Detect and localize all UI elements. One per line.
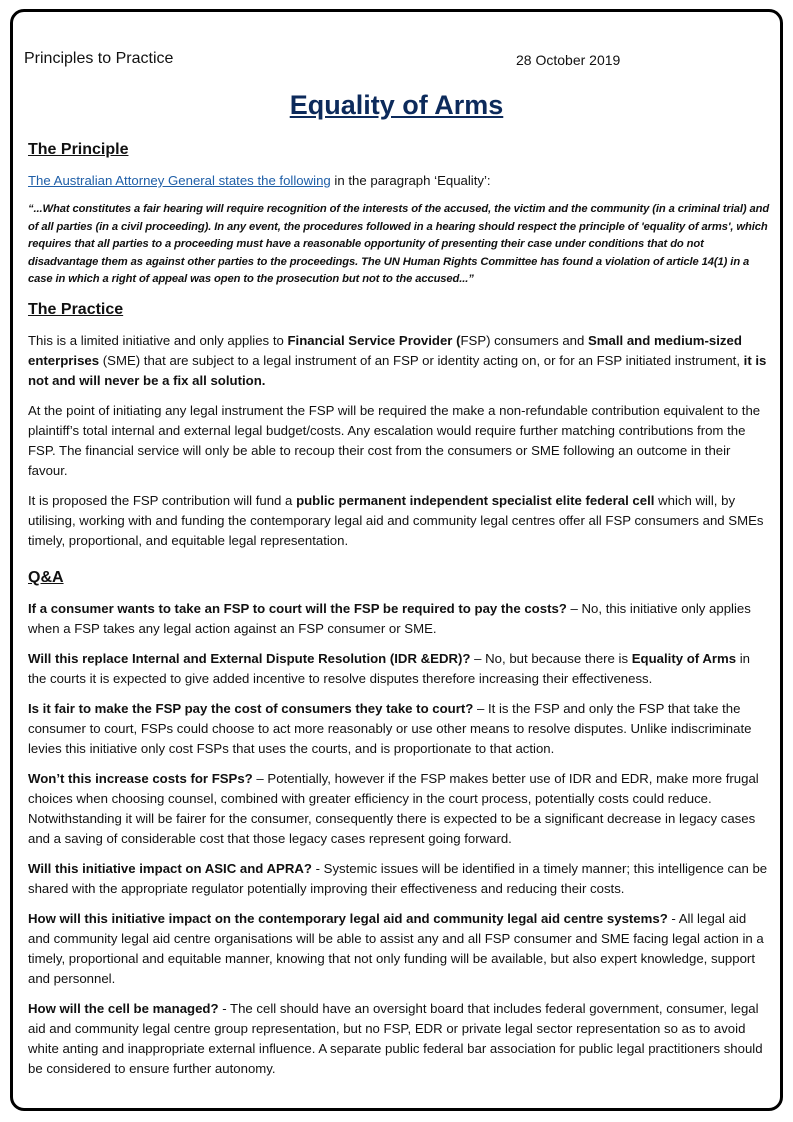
qa-item (28, 769, 770, 849)
bold-text: it is not and will never be a fix all solution. (28, 352, 767, 388)
document-body (28, 141, 770, 1089)
bold-text: Equality of Arms (631, 650, 737, 666)
attorney-general-link[interactable]: The Australian Attorney General states the following (28, 173, 331, 188)
answer: - All legal aid and community legal aid centre organisations will be able to assist any and all FSP consumer and SME facing legal action in a timely, proportional and equitable manner, knowing that not only funding will be available, but also expert knowledge, support and personnel. (28, 910, 764, 986)
question: If a consumer wants to take an FSP to court will the FSP be required to pay the costs? (28, 600, 567, 616)
heading-principle: The Principle (28, 141, 129, 158)
answer: - Systemic issues will be identified in a timely manner; this intelligence can be shared with the appropriate regulator potentially improving their effectiveness and reducing their costs. (28, 860, 768, 896)
date-label: 28 October 2019 (516, 52, 621, 68)
answer: – It is the FSP and only the FSP that take the consumer to court, FSPs could choose to act more reasonably or use other means to resolve disputes. Unlike indiscriminate levies this initiative only cost FSPs that uses the courts, and is proportionate to that action. (28, 700, 752, 756)
principle-intro (28, 171, 770, 191)
answer: – No, this initiative only applies when a FSP takes any legal action against an FSP consumer or SME. (28, 600, 751, 636)
practice-paragraph-1 (28, 331, 770, 391)
principle-quote: “...What constitutes a fair hearing will require recognition of the interests of the accused, the victim and the community (in a criminal trial) and of all parties (in a civil proceeding). In any event, the procedures followed in a hearing should respect the principle of 'equality of arms', which requires that all parties to a proceeding must have a reasonable opportunity of presenting their case under conditions that do not disadvantage them as against other parties to the proceedings. The UN Human Rights Committee has found a violation of article 14(1) in a case in which a right of appeal was open to the prosecution but not to the accused...” (28, 203, 770, 285)
question: How will this initiative impact on the contemporary legal aid and community legal aid centre systems? (28, 910, 668, 926)
answer: - The cell should have an oversight board that includes federal government, consumer, legal aid and community legal centre group representation, but no FSP, EDR or private legal sector representation so as to avoid white anting and inappropriate external influence. A separate public federal bar association for public legal practitioners should be considered to ensure further autonomy. (28, 1000, 763, 1076)
question: Won’t this increase costs for FSPs? (28, 770, 253, 786)
question: Will this initiative impact on ASIC and APRA? (28, 860, 312, 876)
text: which will, by utilising, working with and funding the contemporary legal aid and community legal centres offer all FSP consumers and SMEs timely, proportional, and equitable legal representation. (28, 492, 764, 548)
heading-qa: Q&A (28, 568, 64, 586)
qa-item (28, 909, 770, 989)
bold-text: Financial Service Provider ( (287, 332, 461, 348)
qa-list (28, 599, 770, 1079)
document-title: Equality of Arms (289, 90, 504, 120)
text: This is a limited initiative and only applies to (28, 332, 288, 348)
qa-item (28, 999, 770, 1079)
qa-item (28, 649, 770, 689)
intro-text: in the paragraph ‘Equality’: (330, 173, 491, 188)
text: FSP) consumers and (460, 332, 588, 348)
bold-text: public permanent independent specialist elite federal cell (296, 492, 655, 508)
text: (SME) that are subject to a legal instrument of an FSP or identity acting on, or for an FSP initiated instrument, (99, 352, 744, 368)
page-header (24, 50, 744, 68)
practice-paragraph-2: At the point of initiating any legal instrument the FSP will be required the make a non-refundable contribution equivalent to the plaintiff’s total internal and external legal budget/costs. Any escalation would require further matching contributions from the FSP. The financial service will only be able to recoup their cost from the consumers or SME following an outcome in their favour. (28, 402, 761, 478)
answer: – Potentially, however if the FSP makes better use of IDR and EDR, make more frugal choices when choosing counsel, combined with greater efficiency in the court process, potentially costs could reduce. Notwithstanding it will be fairer for the consumer, consequently there is expected to be a significant decrease in legacy cases and a saving of considerable cost that those legacy cases represent going forward. (28, 770, 759, 846)
question: Is it fair to make the FSP pay the cost of consumers they take to court? (28, 700, 474, 716)
heading-practice: The Practice (28, 300, 124, 318)
qa-item (28, 859, 770, 899)
text: It is proposed the FSP contribution will fund a (28, 492, 297, 508)
question: Will this replace Internal and External Dispute Resolution (IDR &EDR)? (28, 650, 471, 666)
qa-item (28, 699, 770, 759)
answer: – No, but because there is (470, 650, 632, 666)
series-label: Principles to Practice (24, 50, 174, 67)
practice-paragraph-3 (28, 491, 770, 551)
bold-text: Small and medium-sized enterprises (28, 332, 742, 368)
question: How will the cell be managed? (28, 1000, 219, 1016)
qa-item (28, 599, 770, 639)
answer: in the courts it is expected to give added incentive to resolve disputes therefore increasing their effectiveness. (28, 650, 750, 686)
